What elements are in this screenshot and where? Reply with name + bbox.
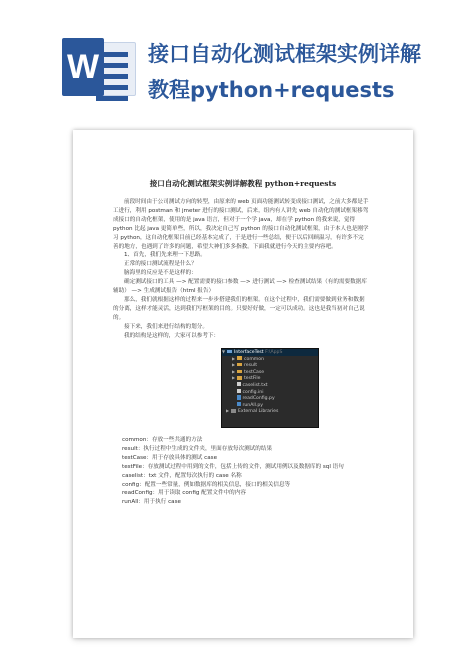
word-w-letter: W	[62, 38, 104, 96]
collapse-arrow-icon: ▶	[232, 355, 236, 361]
tree-item	[222, 375, 318, 382]
tree-item	[222, 362, 318, 369]
tree-item-libraries	[222, 408, 318, 415]
desc-readconfig: readConfig：用于读取 config 配置文件中的内容	[122, 490, 246, 497]
tree-item	[222, 369, 318, 376]
desc-testfile: testFile：存放测试过程中用到的文件，包括上传的文件，测试用例以及数据库的 sql 语句	[122, 463, 344, 470]
word-logo-icon	[62, 38, 136, 96]
expand-arrow-icon: ▼	[222, 349, 226, 354]
desc-common: common：存放一些共通的方法	[122, 437, 203, 443]
paragraph-question: 正常的接口测试流程是什么？	[124, 261, 197, 268]
document-page-preview[interactable]	[73, 130, 413, 638]
tree-item	[222, 389, 318, 396]
text-file-icon	[237, 382, 241, 387]
tree-item-label: common	[244, 356, 265, 362]
tree-item-label: readConfig.py	[242, 395, 275, 401]
tree-item-label: testFile	[244, 376, 261, 382]
desc-caselist: caselist：txt 文件，配置每次执行的 case 名称	[122, 472, 242, 479]
tree-item	[222, 402, 318, 409]
folder-icon	[237, 370, 242, 374]
ini-file-icon	[237, 389, 241, 394]
document-body	[113, 198, 369, 341]
heading-line-2: 教程python+requests	[148, 78, 395, 102]
tree-item-label: config.ini	[242, 389, 264, 395]
collapse-arrow-icon: ▶	[232, 375, 236, 381]
tree-item-label: runAll.py	[242, 402, 264, 408]
python-file-icon	[237, 402, 241, 407]
desc-testcase: testCase：用于存放具体的测试 case	[122, 454, 218, 461]
desc-result: result：执行过程中生成的文件夹，里面存放每次测试的结果	[122, 445, 273, 452]
tree-root-row	[222, 349, 318, 356]
tree-item	[222, 382, 318, 389]
paragraph-reaction: 脑海里的反应是不是这样的：	[124, 270, 197, 277]
desc-config: config：配置一些常量，例如数据库的相关信息，接口的相关信息等	[122, 481, 291, 488]
python-file-icon	[237, 395, 241, 400]
paragraph-step-1: 1、首先，我们先来理一下思路。	[124, 252, 206, 259]
paragraph-framework: 那么，我们就根据这样的过程来一步步搭建我们的框架。在这个过程中，我们需要做到业务和数据的分离，这样才能灵活，达到我们写框架的目的。只要好好做，一定可以成功。这也是我当初对自己说的。	[113, 296, 365, 321]
tree-item-label: result	[244, 363, 257, 369]
tree-libraries-label: External Libraries	[238, 409, 279, 415]
paragraph-reference: 我的结构是这样的，大家可以参考下：	[124, 332, 220, 339]
paragraph-intro: 前段时间由于公司测试方向的转型，由原来的 web 页面功能测试转变成接口测试，之前大多都是手工进行，利用 postman 和 jmeter 进行的接口测试，后来，组内有人讲先 web 自动化的测试框架移驾成接口的自动化框架，使用的是 java 语言，但对于一个学 java，却在学 python 的我来说，觉得 python 比起 java 更简单些，所以，我决定自己写 python 的接口自动化测试框架，由于本人也是刚学习 python，这自动化框架目前已经基本完成了，于是进行一些总结，便于以后回顾温习，有许多不完善的地方，也遇到了许多的问题，希望大神们多多指教。下面我就进行今天的主要内容吧。	[113, 199, 369, 250]
tree-item	[222, 395, 318, 402]
folder-icon	[237, 363, 242, 367]
tree-item-label: caselist.txt	[242, 382, 268, 388]
desc-runall: runAll：用于执行 case	[122, 499, 181, 506]
project-tree-screenshot	[221, 348, 319, 428]
heading-line-1: 接口自动化测试框架实例详解	[148, 42, 421, 66]
paragraph-structure: 接下来，我们来进行结构的划分。	[124, 323, 208, 330]
folder-icon	[237, 376, 242, 380]
tree-item	[222, 356, 318, 363]
collapse-arrow-icon: ▶	[226, 408, 230, 414]
document-title: 接口自动化测试框架实例详解教程 python+requests	[149, 179, 337, 188]
paragraph-flow: 确定测试接口的工具 —> 配置需要的接口参数 —> 进行测试 —> 检查测试结果（有的需要数据库辅助） —> 生成测试报告（html 报告）	[113, 279, 367, 295]
library-icon	[231, 409, 236, 413]
collapse-arrow-icon: ▶	[232, 368, 236, 374]
folder-icon	[237, 356, 242, 360]
tree-root-label: InterfaceTest	[234, 350, 264, 355]
project-folder-icon	[227, 350, 232, 354]
tree-root-path: F:\AppS	[265, 350, 283, 355]
tree-item-label: testCase	[244, 369, 265, 375]
page-heading	[148, 36, 468, 108]
structure-descriptions	[113, 436, 375, 507]
collapse-arrow-icon: ▶	[232, 362, 236, 368]
